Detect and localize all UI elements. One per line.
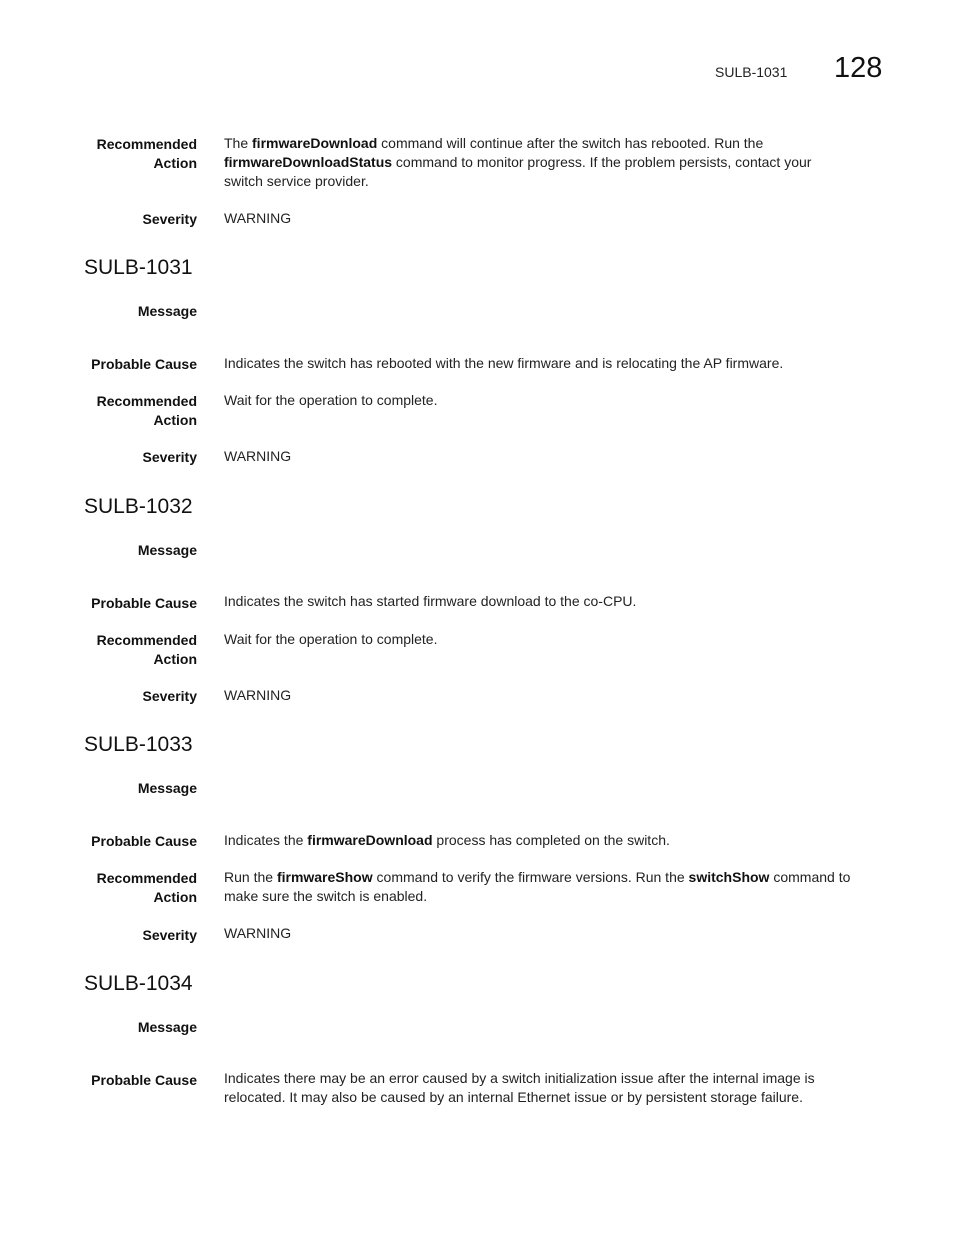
recommended-action-text: The firmwareDownload command will continue after the switch has rebooted. Run the firmwareDownloadStatus command to monitor progress. If the problem persists, contact your switch service provider. [224, 135, 812, 189]
severity-label: Severity [142, 449, 197, 465]
section-heading: SULB-1031 [84, 256, 193, 279]
command-name: switchShow [688, 869, 770, 885]
command-name: firmwareShow [276, 869, 373, 885]
recommended-action-label: Recommended Action [96, 393, 197, 428]
recommended-action-label: Recommended Action [96, 632, 197, 667]
command-name: firmwareDownload [252, 135, 378, 151]
severity-value: WARNING [224, 448, 292, 464]
command-name: firmwareDownload [307, 832, 433, 848]
probable-cause-text: Indicates the switch has rebooted with the new firmware and is relocating the AP firmware. [224, 355, 784, 371]
recommended-action-label: Recommended Action [96, 136, 197, 171]
message-label: Message [137, 542, 197, 558]
severity-value: WARNING [224, 210, 292, 226]
probable-cause-label: Probable Cause [91, 833, 197, 849]
probable-cause-label: Probable Cause [91, 595, 197, 611]
recommended-action-text: Run the firmwareShow command to verify the firmware versions. Run the switchShow command to make sure the switch is enabled. [224, 869, 851, 904]
recommended-action-text: Wait for the operation to complete. [224, 631, 438, 647]
probable-cause-text: Indicates the firmwareDownload process has completed on the switch. [224, 832, 670, 848]
message-label: Message [137, 303, 197, 319]
section-heading: SULB-1032 [84, 495, 193, 518]
severity-label: Severity [142, 927, 197, 943]
severity-label: Severity [142, 211, 197, 227]
running-header-section: SULB-1031 [715, 64, 788, 80]
severity-label: Severity [142, 688, 197, 704]
message-label: Message [137, 780, 197, 796]
command-name: firmwareDownloadStatus [224, 154, 393, 170]
probable-cause-text: Indicates the switch has started firmware download to the co-CPU. [224, 593, 637, 609]
probable-cause-label: Probable Cause [91, 356, 197, 372]
section-heading: SULB-1034 [84, 972, 193, 995]
recommended-action-label: Recommended Action [96, 870, 197, 905]
probable-cause-label: Probable Cause [91, 1072, 197, 1088]
severity-value: WARNING [224, 925, 292, 941]
section-heading: SULB-1033 [84, 733, 193, 756]
chapter-number: 128 [834, 52, 883, 84]
message-label: Message [137, 1019, 197, 1035]
severity-value: WARNING [224, 687, 292, 703]
probable-cause-text: Indicates there may be an error caused by a switch initialization issue after the internal image is relocated. It may also be caused by an internal Ethernet issue or by persistent storage failure. [224, 1070, 815, 1105]
recommended-action-text: Wait for the operation to complete. [224, 392, 438, 408]
